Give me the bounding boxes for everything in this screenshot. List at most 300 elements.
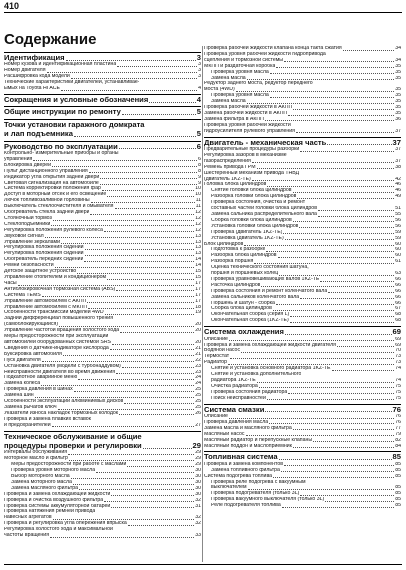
toc-page-number: 55 xyxy=(395,211,401,217)
leader-dots xyxy=(107,196,194,197)
leader-dots xyxy=(128,525,194,526)
toc-page-number: 30 xyxy=(195,485,201,491)
toc-page-number: 13 xyxy=(195,233,201,239)
leader-dots xyxy=(279,459,392,460)
toc-entry-text: и лап подъемника xyxy=(4,129,73,139)
toc-entry-text: Установка (двигатель 1KZ-TE) xyxy=(211,235,284,241)
toc-page-number: 13 xyxy=(195,251,201,257)
toc-entry-text: Оценка технического состояния шатуна, xyxy=(211,265,309,271)
toc-page-number: 21 xyxy=(195,351,201,357)
leader-dots xyxy=(284,61,394,62)
toc-page-number: 37 xyxy=(395,128,401,134)
toc-page-number: 56 xyxy=(395,223,401,229)
leader-dots xyxy=(252,162,394,163)
leader-dots xyxy=(116,290,194,291)
leader-dots xyxy=(45,237,195,238)
toc-page-number: 30 xyxy=(195,479,201,485)
leader-dots xyxy=(110,349,194,350)
toc-entry-text: Поиск неисправностей xyxy=(211,395,266,401)
leader-dots xyxy=(332,370,395,371)
toc-entry-text: Проверка уровня масла xyxy=(211,69,269,75)
leader-dots xyxy=(53,220,194,221)
leader-dots xyxy=(284,465,394,466)
toc-section-heading xyxy=(4,94,201,104)
leader-dots xyxy=(102,190,194,191)
toc-entry-text: Интервалы обслуживания xyxy=(4,450,68,456)
toc-entry-text: Очистка радиатора xyxy=(211,383,258,389)
toc-entry-text: Окончательная сборка (1KZ-TE) xyxy=(211,318,289,324)
toc-entry-text: Лючок топливозаливной горловины xyxy=(4,198,90,204)
leader-dots xyxy=(285,239,395,240)
toc-entry-text: Антиблокировочная тормозная система (ABS) xyxy=(4,286,116,292)
toc-entry-text: Расшифровка кода модели xyxy=(4,74,70,80)
toc-page-number: 77 xyxy=(395,425,401,431)
toc-entry-text: Замена фильтра в АКПП xyxy=(204,116,264,122)
leader-dots xyxy=(69,460,194,461)
page-title: Содержание xyxy=(4,31,97,48)
toc-entry-text: Проверка и замена охлаждающей жидкости двигателя xyxy=(204,342,336,348)
leader-dots xyxy=(228,364,394,365)
toc-entry-text: Пуск двигателя xyxy=(4,357,41,363)
toc-page-number: 82 xyxy=(395,437,401,443)
leader-dots xyxy=(87,302,194,303)
toc-entry-text: Система TEMS xyxy=(4,292,41,298)
toc-entry-text: Сборка блока цилиндров xyxy=(211,306,272,312)
leader-dots xyxy=(119,414,194,415)
leader-dots xyxy=(88,308,194,309)
toc-page-number: 85 xyxy=(395,467,401,473)
toc-entry-text: газораспределения xyxy=(204,158,251,164)
toc-page-number: 46 xyxy=(395,182,401,188)
toc-page-number: 13 xyxy=(195,239,201,245)
toc-section-heading xyxy=(4,119,201,129)
toc-entry-text: Идентификация xyxy=(4,53,65,62)
toc-left-column xyxy=(4,50,201,539)
toc-page-number: 3 xyxy=(196,53,201,62)
leader-dots xyxy=(100,184,197,185)
toc-page-number: 68 xyxy=(395,318,401,324)
toc-page-number: 20 xyxy=(195,322,201,328)
toc-entry-text: Проверка и очистка воздушного фильтра xyxy=(4,497,104,503)
leader-dots xyxy=(290,316,394,317)
leader-dots xyxy=(53,519,195,520)
toc-page-number: 4 xyxy=(196,94,201,104)
toc-page-number: 66 xyxy=(395,276,401,282)
leader-dots xyxy=(254,263,394,264)
leader-dots xyxy=(230,358,394,359)
toc-entry-text: Замена сальников коленчатого вала xyxy=(211,294,300,300)
leader-dots xyxy=(296,132,394,133)
leader-dots xyxy=(257,168,395,169)
toc-entry-text: Головка блока цилиндров xyxy=(204,182,267,188)
toc-page-number: 19 xyxy=(195,310,201,316)
leader-dots xyxy=(318,216,394,217)
toc-page-number: 56 xyxy=(395,217,401,223)
toc-entry-text: Общие инструкции по ремонту xyxy=(4,107,121,117)
toc-entry xyxy=(204,503,401,509)
toc-page-number: 11 xyxy=(195,198,201,204)
toc-page-number: 73 xyxy=(395,360,401,366)
top-rule xyxy=(4,12,402,13)
toc-page-number: 73 xyxy=(395,354,401,360)
leader-dots xyxy=(89,172,197,173)
leader-dots xyxy=(293,447,394,448)
toc-page-number: 30 xyxy=(195,468,201,474)
toc-entry-text: ымых на Toyota HI ACE xyxy=(4,86,60,92)
toc-entry-text: Проверка давления в шинах xyxy=(4,387,73,393)
toc-page-number: 35 xyxy=(395,105,401,111)
toc-entry-text: Меры предосторожности при работе с маслами xyxy=(11,462,127,468)
toc-section-heading xyxy=(204,137,401,147)
leader-dots xyxy=(143,448,192,449)
toc-entry-text: Проверка (двигатель 1KZ-TE) xyxy=(211,229,283,235)
toc-page-number: 75 xyxy=(395,395,401,401)
toc-entry-text: Проверка состояния, очистка и ремонт xyxy=(211,200,306,206)
toc-page-number: 10 xyxy=(195,186,201,192)
toc-entry-text: Масляный радиатор и перепускные клапаны xyxy=(204,437,313,443)
toc-page-number: 8 xyxy=(198,162,201,168)
toc-entry-text: Моторное масло и фильтр xyxy=(4,456,68,462)
toc-entry-text: Проверка подогревателя (только 3L) xyxy=(211,491,300,497)
leader-dots xyxy=(116,373,194,374)
toc-page-number: 11 xyxy=(195,204,201,210)
leader-dots xyxy=(100,178,197,179)
toc-page-number: 17 xyxy=(195,280,201,286)
toc-page-number: 21 xyxy=(195,345,201,351)
toc-entry-text: Подготовка к разборке xyxy=(211,247,266,253)
toc-entry-text: Номер двигателя xyxy=(4,68,46,74)
toc-page-number: 35 xyxy=(395,110,401,116)
toc-page-number: 67 xyxy=(395,306,401,312)
toc-entry-text: и предохранителей xyxy=(4,422,51,428)
leader-dots xyxy=(84,261,194,262)
toc-entry-text: Проверка рабочей жидкости клапана конца такта сжатия xyxy=(204,46,342,51)
toc-entry-text: Обогреватель стекла задней двери xyxy=(4,210,90,216)
toc-entry-text: Неисправности двигателя во время движения xyxy=(4,369,116,375)
toc-entry-text: Блок цилиндров xyxy=(204,241,244,247)
toc-page-number: 32 xyxy=(195,497,201,503)
toc-entry-text: радиатора 1KZ-TE xyxy=(211,377,256,383)
leader-dots xyxy=(90,214,194,215)
toc-entry-text: Система подогрева топлива xyxy=(204,473,273,479)
toc-entry-text: Замена масла и масляного фильтра xyxy=(204,425,292,431)
toc-entry xyxy=(204,318,401,324)
toc-page-number: 30 xyxy=(195,491,201,497)
leader-dots xyxy=(318,210,394,211)
toc-section-heading xyxy=(204,404,401,414)
toc-entry-text: Реле подогревателя топлива xyxy=(211,503,281,509)
toc-entry-text: Проверка системы аккумуляторной батареи xyxy=(4,503,111,509)
toc-entry-text: Регулировка зазоров в механизме xyxy=(204,152,287,158)
toc-page-number: 17 xyxy=(195,292,201,298)
toc-page-number: 25 xyxy=(195,387,201,393)
leader-dots xyxy=(71,478,195,479)
toc-page-number: 66 xyxy=(395,300,401,306)
leader-dots xyxy=(247,103,395,104)
leader-dots xyxy=(63,355,194,356)
leader-dots xyxy=(50,537,194,538)
leader-dots xyxy=(229,340,394,341)
toc-page-number: 85 xyxy=(395,497,401,503)
toc-page-number: 5 xyxy=(196,129,201,139)
toc-page-number: 14 xyxy=(195,257,201,263)
toc-entry-text: Масляный насос xyxy=(204,431,245,437)
toc-page-number: 32 xyxy=(195,515,201,521)
toc-page-number: 85 xyxy=(392,452,401,462)
leader-dots xyxy=(267,399,394,400)
toc-page-number: 3 xyxy=(198,74,201,80)
toc-entry-text: Сборка головки блока цилиндров xyxy=(211,217,292,223)
toc-entry-text: Доступ в моторный отсек и его освещение xyxy=(4,192,107,198)
toc-page-number: 33 xyxy=(195,533,201,539)
toc-entry-text: Редуктор заднего моста, редуктор переднего xyxy=(204,81,313,87)
toc-page-number: 20 xyxy=(195,328,201,334)
toc-entry-text: Проверка состояния радиатора xyxy=(211,389,288,395)
toc-entry-text: Замена моторного масла xyxy=(11,479,72,485)
leader-dots xyxy=(259,387,394,388)
toc-entry-text: Блокировка дверей xyxy=(4,162,51,168)
leader-dots xyxy=(290,322,395,323)
toc-page-number: 35 xyxy=(395,93,401,99)
leader-dots xyxy=(73,484,194,485)
toc-page-number: 3 xyxy=(198,62,201,68)
leader-dots xyxy=(91,202,195,203)
toc-page-number: 35 xyxy=(395,75,401,81)
leader-dots xyxy=(61,90,197,91)
toc-entry-text: Замена рабочей жидкости в АКПП xyxy=(204,110,288,116)
toc-page-number: 35 xyxy=(395,99,401,105)
toc-entry-text: Особенности эксплуатации алюминиевых дисков xyxy=(4,399,124,405)
leader-dots xyxy=(299,227,394,228)
toc-page-number: 26 xyxy=(195,410,201,416)
toc-entry-text: Указатели износа накладок тормозных колодок xyxy=(4,410,118,416)
leader-dots xyxy=(281,471,394,472)
toc-entry-text: Шестеренный механизм привода ТНВД xyxy=(204,170,300,176)
toc-page-number: 59 xyxy=(395,229,401,235)
toc-entry-text: Стояночный тормоз xyxy=(4,215,52,221)
toc-entry-text: Окончательная сборка (серия L) xyxy=(211,312,290,318)
toc-page-number: 9 xyxy=(198,174,201,180)
leader-dots xyxy=(68,454,194,455)
toc-entry xyxy=(4,86,201,92)
toc-section-heading xyxy=(4,129,201,138)
toc-entry-text: Сведения о датчике-индикаторе кислорода xyxy=(4,345,109,351)
leader-dots xyxy=(273,310,394,311)
leader-dots xyxy=(257,382,394,383)
toc-page-number: 46 xyxy=(395,188,401,194)
leader-dots xyxy=(107,279,194,280)
leader-dots xyxy=(74,391,194,392)
toc-entry-text: Управление зеркалами xyxy=(4,239,61,245)
leader-dots xyxy=(51,225,194,226)
leader-dots xyxy=(269,423,394,424)
toc-entry-text: Стеклоподъемники xyxy=(4,221,51,227)
toc-page-number: 29 xyxy=(195,456,201,462)
toc-page-number: 51 xyxy=(395,206,401,212)
toc-page-number: 30 xyxy=(195,474,201,479)
toc-entry-text: частоты вращения xyxy=(4,533,50,539)
toc-entry-text: Описание xyxy=(204,336,228,342)
toc-entry-text: Пульт дистанционного управления xyxy=(4,168,88,174)
leader-dots xyxy=(248,489,395,490)
leader-dots xyxy=(276,304,394,305)
leader-dots xyxy=(325,501,394,502)
toc-entry-text: Замена колеса xyxy=(4,381,41,387)
toc-page-number: 85 xyxy=(395,473,401,479)
toc-entry-text: Точки установки гаражного домкрата xyxy=(4,119,145,129)
leader-dots xyxy=(33,160,197,161)
toc-entry-text: Замена масла xyxy=(211,99,246,105)
leader-dots xyxy=(122,114,196,115)
toc-entry-text: Номер кузова и идентификационная пластина xyxy=(4,62,117,68)
leader-dots xyxy=(300,495,394,496)
toc-page-number: 70 xyxy=(395,348,401,354)
leader-dots xyxy=(320,281,394,282)
toc-page-number: 61 xyxy=(395,259,401,265)
toc-page-number: 29 xyxy=(192,440,201,450)
leader-dots xyxy=(273,477,394,478)
toc-page-number: 25 xyxy=(195,393,201,399)
toc-page-number: 60 xyxy=(395,253,401,259)
toc-page-number: 85 xyxy=(395,491,401,497)
toc-entry-text: Меры предосторожности при эксплуатации xyxy=(4,334,109,340)
toc-page-number: 85 xyxy=(395,485,401,491)
toc-page-number: 3 xyxy=(198,68,201,74)
toc-entry-text: Снятие головки блока цилиндров xyxy=(211,188,292,194)
toc-entry-text: Проверка и регулировка угла опережения впрыска xyxy=(4,521,127,527)
toc-entry-text: Проверка реле подогрева с вакуумным xyxy=(211,479,306,485)
page-number: 410 xyxy=(4,1,20,11)
leader-dots xyxy=(120,332,194,333)
toc-entry-text: автомобилей оборудованных системой SRS xyxy=(4,339,112,345)
toc-page-number: 23 xyxy=(195,363,201,369)
toc-entry-text: Контрольно- измерительные приборы и органы xyxy=(4,150,119,156)
leader-dots xyxy=(270,73,394,74)
toc-entry-text: Ремни безопасности xyxy=(4,263,54,269)
toc-entry-text: Проверка состояния и ремонт коленчатого вала xyxy=(211,288,328,294)
toc-entry-text: Выбор моторного масла xyxy=(11,474,70,479)
toc-entry-text: Задний дифференциал повышенного трения xyxy=(4,316,114,322)
toc-entry-text: моста (4WD) xyxy=(204,87,235,93)
toc-entry-text: Замена масляного фильтра xyxy=(11,485,79,491)
toc-entry-text: Разборка блока цилиндров xyxy=(211,253,277,259)
toc-page-number: 49 xyxy=(395,194,401,200)
toc-page-number: 10 xyxy=(195,192,201,198)
toc-page-number: 35 xyxy=(395,87,401,93)
leader-dots xyxy=(71,78,197,79)
toc-entry-text: гидроусилителя рулевого управления xyxy=(204,128,295,134)
toc-page-number: 23 xyxy=(195,369,201,375)
toc-entry-text: Ремень привода ГРМ xyxy=(204,164,256,170)
toc-entry-text: Замена шин xyxy=(4,393,34,399)
toc-page-number: 59 xyxy=(395,235,401,241)
leader-dots xyxy=(52,426,195,427)
toc-entry-text: МКПП и раздаточная коробка xyxy=(204,63,276,69)
leader-dots xyxy=(55,267,195,268)
toc-page-number: 38 xyxy=(395,164,401,170)
toc-page-number: 12 xyxy=(195,227,201,233)
toc-right-column xyxy=(204,46,401,509)
leader-dots xyxy=(297,198,394,199)
leader-dots xyxy=(265,411,391,412)
toc-page-number: 15 xyxy=(195,275,201,280)
leader-dots xyxy=(117,66,197,67)
toc-page-number: 76 xyxy=(392,404,401,414)
leader-dots xyxy=(337,346,394,347)
toc-page-number: 24 xyxy=(195,375,201,381)
toc-entry-text: Управление частотой вращения холостого хода xyxy=(4,328,120,334)
leader-dots xyxy=(105,314,195,315)
leader-dots xyxy=(52,166,197,167)
toc-page-number: 13 xyxy=(195,245,201,251)
toc-page-number: 15 xyxy=(195,269,201,275)
toc-entry-text: Звуковой сигнал xyxy=(4,233,44,239)
toc-page-number: 60 xyxy=(395,247,401,253)
toc-entry-text: Проверка уровня масла xyxy=(211,93,269,99)
toc-entry-text: сцепления и тормозной системы xyxy=(204,57,283,63)
toc-entry-text: Радиатор xyxy=(204,360,227,366)
toc-entry-text: Подкапотное аварийное меню xyxy=(4,375,78,381)
leader-dots xyxy=(42,296,194,297)
toc-entry-text: Проверка вакуумного выключателя (только 3L) xyxy=(211,497,325,503)
toc-entry-text: Замена сальника распределительного вала xyxy=(211,211,317,217)
toc-page-number: 35 xyxy=(395,63,401,69)
toc-entry-text: Технические характеристики двигателей, устанавливае- xyxy=(4,80,140,86)
toc-entry-text: (самоблокирующийся) xyxy=(4,322,59,328)
toc-page-number: 29 xyxy=(195,450,201,456)
toc-page-number: 37 xyxy=(395,158,401,164)
leader-dots xyxy=(74,136,196,137)
leader-dots xyxy=(66,60,196,61)
toc-entry-text: Часы xyxy=(4,280,17,286)
leader-dots xyxy=(41,385,194,386)
toc-page-number: 14 xyxy=(195,263,201,269)
leader-dots xyxy=(247,79,395,80)
toc-entry-text: Управление отопителем и кондиционером xyxy=(4,275,107,280)
leader-dots xyxy=(104,231,194,232)
toc-page-number: 68 xyxy=(395,312,401,318)
leader-dots xyxy=(77,273,194,274)
toc-entry-text: Двигатель - механическая часть xyxy=(204,137,327,147)
toc-entry-text: Разборка головки блока цилиндров xyxy=(211,194,297,200)
toc-page-number: 34 xyxy=(395,57,401,63)
toc-section-heading xyxy=(4,52,201,62)
toc-entry-text: Установка головки блока цилиндров xyxy=(211,223,299,229)
toc-entry-text: Замена топливного фильтра xyxy=(211,467,280,473)
toc-page-number: 6 xyxy=(196,141,201,151)
toc-entry xyxy=(204,129,401,135)
toc-entry-text: Световая сигнализация на автомобиле xyxy=(4,180,99,186)
leader-dots xyxy=(288,115,394,116)
toc-page-number: 85 xyxy=(395,503,401,509)
toc-entry-text: Топливная система xyxy=(204,452,278,462)
toc-page-number: 4 xyxy=(198,86,201,92)
leader-dots xyxy=(270,97,394,98)
toc-entry-text: Проверка и замена охлаждающей жидкости xyxy=(4,491,111,497)
toc-page-number: 20 xyxy=(195,339,201,345)
toc-page-number: 27 xyxy=(195,422,201,428)
toc-page-number: 12 xyxy=(195,210,201,216)
toc-entry-text: Расточка цилиндров xyxy=(211,282,261,288)
toc-entry-text: Замена рычагов ключ xyxy=(4,404,57,410)
toc-entry-text: Детское защитное устройство xyxy=(4,269,77,275)
toc-entry-text: Проверка уравновешивающих валов 1KZ-TE xyxy=(211,276,320,282)
toc-entry-text: Проверка уровня моторного масла xyxy=(11,468,96,474)
toc-entry-text: Поршень и шатун - сборка xyxy=(211,300,275,306)
toc-page-number: 31 xyxy=(195,503,201,509)
toc-entry-text: Техническое обслуживание и общие xyxy=(4,431,142,441)
toc-page-number: 22 xyxy=(195,357,201,363)
